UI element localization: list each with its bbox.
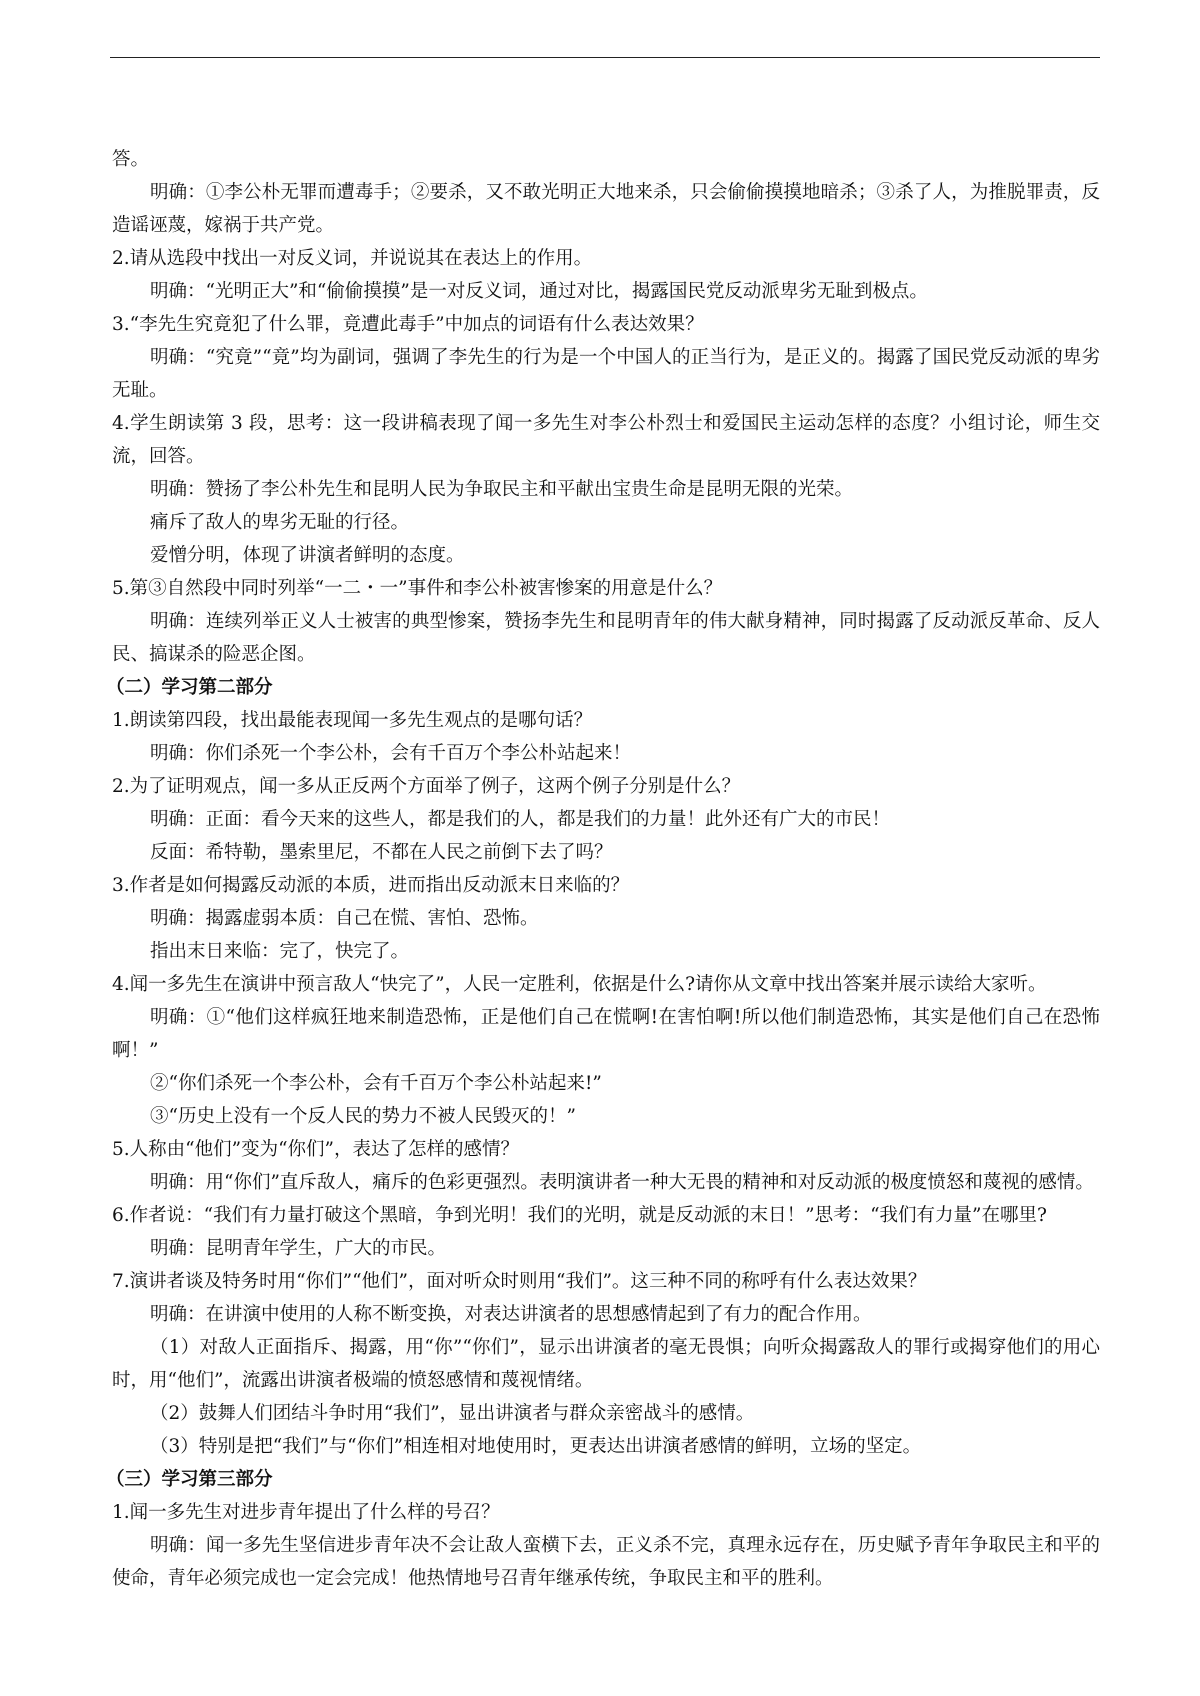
answer-text: ②“你们杀死一个李公朴，会有千百万个李公朴站起来!” [150,1073,602,1094]
answer-text: 明确：连续列举正义人士被害的典型惨案，赞扬李先生和昆明青年的伟大献身精神，同时揭露了反动派反革命、反人民、搞谋杀的险恶企图。 [112,611,1100,665]
answer-text: 明确：正面：看今天来的这些人，都是我们的人，都是我们的力量！此外还有广大的市民！ [150,809,891,830]
section-heading: （二）学习第二部分 [106,677,273,698]
question-text: 1.朗读第四段，找出最能表现闻一多先生观点的是哪句话？ [112,710,593,731]
answer-subpoint: （3）特别是把“我们”与“你们”相连相对地使用时，更表达出讲演者感情的鲜明，立场的坚定。 [150,1436,922,1457]
header-rule [110,57,1100,58]
question-text: 答。 [112,149,150,170]
question-text: 7.演讲者谈及特务时用“你们”“他们”，面对听众时则用“我们”。这三种不同的称呼有什么表达效果？ [112,1271,927,1292]
answer-text: 明确：昆明青年学生，广大的市民。 [150,1238,447,1259]
answer-text: 反面：希特勒，墨索里尼，不都在人民之前倒下去了吗？ [150,842,613,863]
question-text: 4.闻一多先生在演讲中预言敌人“快完了”，人民一定胜利，依据是什么?请你从文章中找出答案并展示读给大家听。 [112,974,1047,995]
answer-text: 明确：①“他们这样疯狂地来制造恐怖，正是他们自己在慌啊!在害怕啊!所以他们制造恐怖，其实是他们自己在恐怖啊！” [112,1007,1100,1061]
answer-text: 明确：“究竟”“竟”均为副词，强调了李先生的行为是一个中国人的正当行为，是正义的。揭露了国民党反动派的卑劣无耻。 [112,347,1100,401]
answer-text: ③“历史上没有一个反人民的势力不被人民毁灭的！” [150,1106,576,1127]
section-heading: （三）学习第三部分 [106,1469,273,1490]
question-text: 3.作者是如何揭露反动派的本质，进而指出反动派末日来临的？ [112,875,630,896]
answer-text: 明确：“光明正大”和“偷偷摸摸”是一对反义词，通过对比，揭露国民党反动派卑劣无耻到极点。 [150,281,928,302]
document-body [106,143,1100,1595]
answer-text: 明确：揭露虚弱本质：自己在慌、害怕、恐怖。 [150,908,539,929]
answer-text: 明确：在讲演中使用的人称不断变换，对表达讲演者的思想感情起到了有力的配合作用。 [150,1304,872,1325]
answer-text: 明确：用“你们”直斥敌人，痛斥的色彩更强烈。表明演讲者一种大无畏的精神和对反动派的极度愤怒和蔑视的感情。 [150,1172,1094,1193]
question-text: 2.为了证明观点，闻一多从正反两个方面举了例子，这两个例子分别是什么？ [112,776,741,797]
question-text: 2.请从选段中找出一对反义词，并说说其在表达上的作用。 [112,248,593,269]
question-text: 5.第③自然段中同时列举“一二・一”事件和李公朴被害惨案的用意是什么？ [112,578,723,599]
answer-text: 指出末日来临：完了，快完了。 [150,941,410,962]
answer-subpoint: （1）对敌人正面指斥、揭露，用“你”“你们”，显示出讲演者的毫无畏惧；向听众揭露敌人的罪行或揭穿他们的用心时，用“他们”，流露出讲演者极端的愤怒感情和蔑视情绪。 [112,1337,1100,1391]
question-text: 4.学生朗读第 3 段，思考：这一段讲稿表现了闻一多先生对李公朴烈士和爱国民主运动怎样的态度？小组讨论，师生交流，回答。 [112,413,1100,467]
question-text: 1.闻一多先生对进步青年提出了什么样的号召？ [112,1502,500,1523]
question-text: 6.作者说：“我们有力量打破这个黑暗，争到光明！我们的光明，就是反动派的末日！”思考：“我们有力量”在哪里? [112,1205,1047,1226]
answer-text: 明确：闻一多先生坚信进步青年决不会让敌人蛮横下去，正义杀不完，真理永远存在，历史赋予青年争取民主和平的使命，青年必须完成也一定会完成！他热情地号召青年继承传统，争取民主和平的胜利。 [112,1535,1100,1589]
answer-text: 痛斥了敌人的卑劣无耻的行径。 [150,512,410,533]
answer-text: 明确：赞扬了李公朴先生和昆明人民为争取民主和平献出宝贵生命是昆明无限的光荣。 [150,479,854,500]
answer-subpoint: （2）鼓舞人们团结斗争时用“我们”，显出讲演者与群众亲密战斗的感情。 [150,1403,755,1424]
question-text: 5.人称由“他们”变为“你们”，表达了怎样的感情？ [112,1139,519,1160]
answer-text: 爱憎分明，体现了讲演者鲜明的态度。 [150,545,465,566]
question-text: 3.“李先生究竟犯了什么罪，竟遭此毒手”中加点的词语有什么表达效果？ [112,314,704,335]
answer-text: 明确：你们杀死一个李公朴，会有千百万个李公朴站起来！ [150,743,632,764]
answer-text: 明确：①李公朴无罪而遭毒手；②要杀，又不敢光明正大地来杀，只会偷偷摸摸地暗杀；③杀了人，为推脱罪责，反造谣诬蔑，嫁祸于共产党。 [112,182,1100,236]
